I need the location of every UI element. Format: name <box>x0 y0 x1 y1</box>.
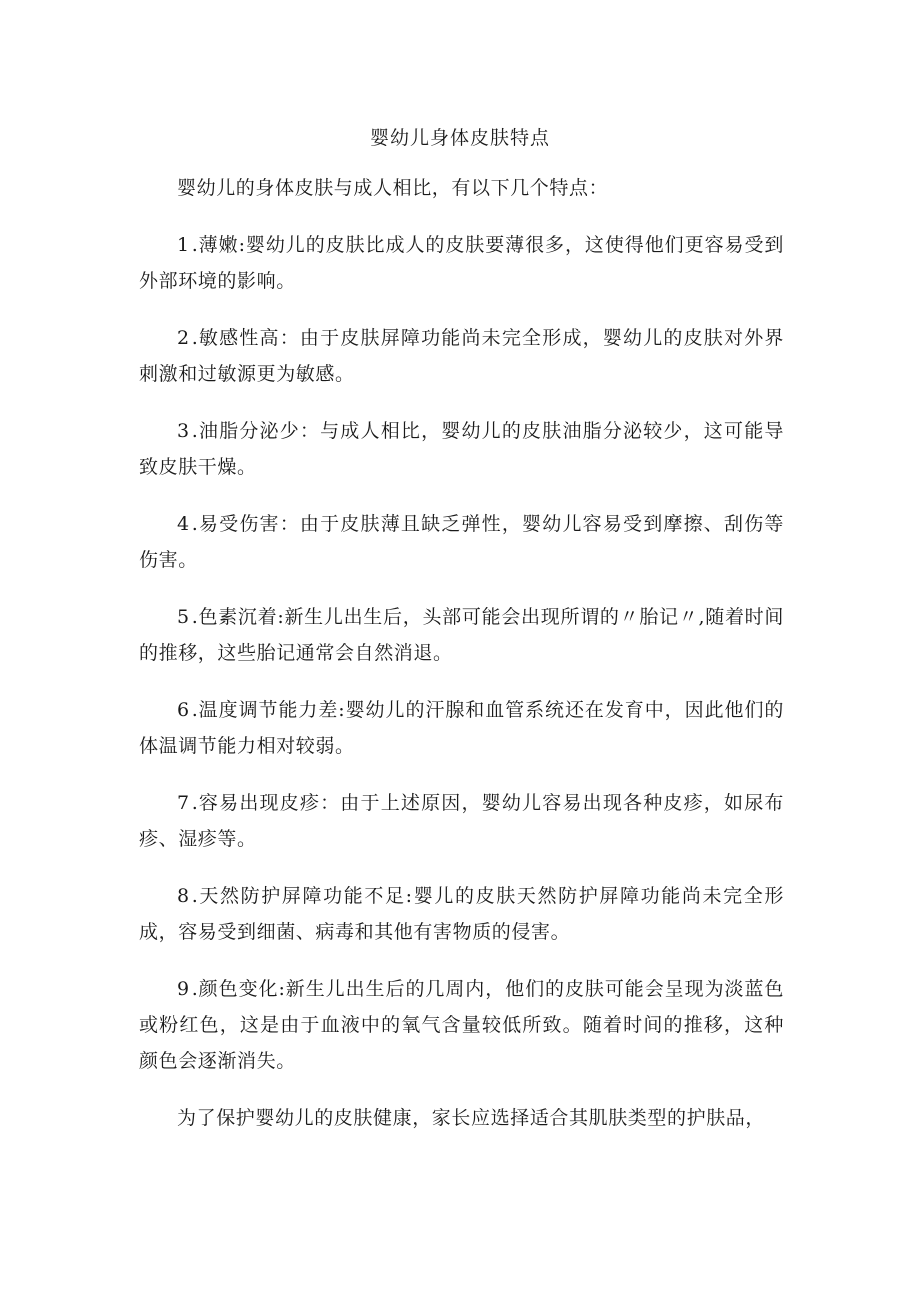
document-body <box>139 170 784 1157</box>
list-item <box>139 692 784 764</box>
item-text: .天然防护屏障功能不足:婴儿的皮肤天然防护屏障功能尚未完全形成，容易受到细菌、病毒和其他有害物质的侵害。 <box>139 885 784 943</box>
item-text: .颜色变化:新生儿出生后的几周内，他们的皮肤可能会呈现为淡蓝色或粉红色，这是由于血液中的氧气含量较低所致。随着时间的推移，这种颜色会逐渐消失。 <box>139 978 784 1072</box>
list-item <box>139 785 784 857</box>
item-number: 9 <box>177 978 190 1000</box>
list-item <box>139 599 784 671</box>
list-item <box>139 878 784 950</box>
item-text: .容易出现皮疹：由于上述原因，婴幼儿容易出现各种皮疹，如尿布疹、湿疹等。 <box>139 792 784 850</box>
list-item <box>139 320 784 392</box>
item-number: 3 <box>177 420 190 442</box>
item-text: .温度调节能力差:婴幼儿的汗腺和血管系统还在发育中，因此他们的体温调节能力相对较弱。 <box>139 699 784 757</box>
closing-paragraph: 为了保护婴幼儿的皮肤健康，家长应选择适合其肌肤类型的护肤品， <box>177 1107 766 1129</box>
list-item <box>139 413 784 485</box>
list-item <box>139 227 784 299</box>
item-text: .色素沉着:新生儿出生后，头部可能会出现所谓的〃胎记〃,随着时间的推移，这些胎记通常会自然消退。 <box>139 606 784 664</box>
item-number: 8 <box>177 885 190 907</box>
item-number: 1 <box>177 234 190 256</box>
document-title: 婴幼儿身体皮肤特点 <box>369 127 550 149</box>
intro-paragraph: 婴幼儿的身体皮肤与成人相比，有以下几个特点： <box>177 177 609 199</box>
list-item <box>139 971 784 1079</box>
item-text: .易受伤害：由于皮肤薄且缺乏弹性，婴幼儿容易受到摩擦、刮伤等伤害。 <box>139 513 784 571</box>
item-number: 6 <box>177 699 190 721</box>
item-text: .敏感性高：由于皮肤屏障功能尚未完全形成，婴幼儿的皮肤对外界刺激和过敏源更为敏感。 <box>139 327 784 385</box>
item-number: 2 <box>177 327 190 349</box>
item-number: 4 <box>177 513 190 535</box>
item-number: 5 <box>177 606 190 628</box>
item-number: 7 <box>177 792 190 814</box>
item-text: .薄嫩:婴幼儿的皮肤比成人的皮肤要薄很多，这使得他们更容易受到外部环境的影响。 <box>139 234 784 292</box>
list-item <box>139 506 784 578</box>
item-text: .油脂分泌少：与成人相比，婴幼儿的皮肤油脂分泌较少，这可能导致皮肤干燥。 <box>139 420 784 478</box>
